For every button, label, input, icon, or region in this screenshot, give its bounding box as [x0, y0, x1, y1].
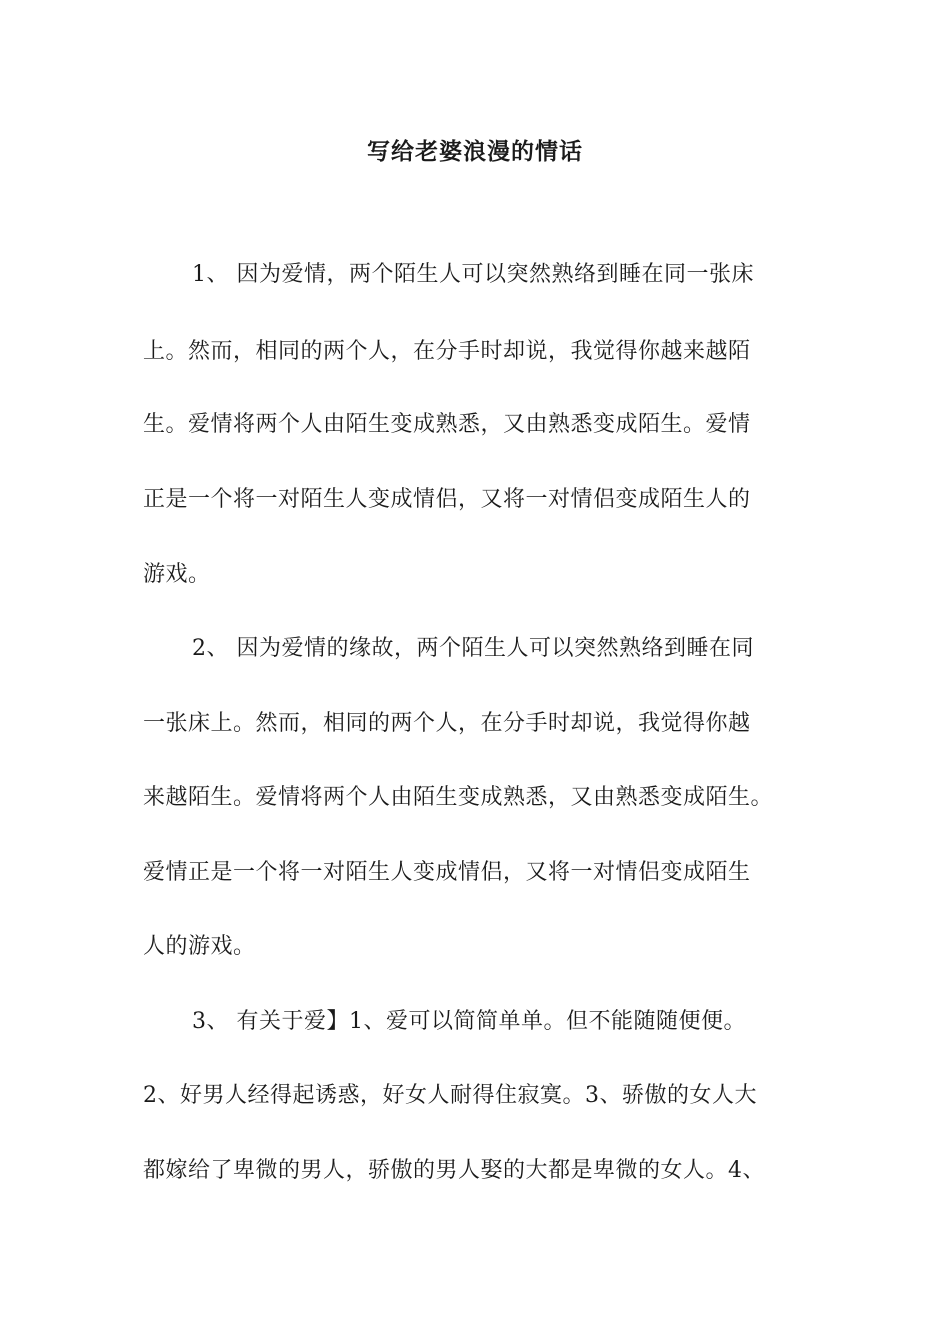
paragraph-2-line-3: 来越陌生。爱情将两个人由陌生变成熟悉，又由熟悉变成陌生。 — [143, 785, 774, 810]
paragraph-3-line-1: 3、 有关于爱】1、爱可以简简单单。但不能随随便便。 — [192, 1009, 746, 1034]
document-title: 写给老婆浪漫的情话 — [367, 139, 583, 165]
paragraph-1-line-3: 生。爱情将两个人由陌生变成熟悉，又由熟悉变成陌生。爱情 — [143, 412, 751, 437]
paragraph-2-line-5: 人的游戏。 — [143, 934, 256, 959]
paragraph-2-line-1: 2、 因为爱情的缘故，两个陌生人可以突然熟络到睡在同 — [192, 636, 754, 661]
paragraph-1-line-2: 上。然而，相同的两个人，在分手时却说，我觉得你越来越陌 — [143, 339, 751, 364]
paragraph-2-line-2: 一张床上。然而，相同的两个人，在分手时却说，我觉得你越 — [143, 711, 751, 736]
paragraph-1-line-4: 正是一个将一对陌生人变成情侣，又将一对情侣变成陌生人的 — [143, 487, 751, 512]
paragraph-2-line-4: 爱情正是一个将一对陌生人变成情侣，又将一对情侣变成陌生 — [143, 860, 751, 885]
paragraph-3-line-3: 都嫁给了卑微的男人，骄傲的男人娶的大都是卑微的女人。4、 — [143, 1158, 765, 1183]
paragraph-1-line-5: 游戏。 — [143, 562, 211, 587]
paragraph-3-line-2: 2、好男人经得起诱惑，好女人耐得住寂寞。3、骄傲的女人大 — [143, 1083, 757, 1108]
paragraph-1-line-1: 1、 因为爱情，两个陌生人可以突然熟络到睡在同一张床 — [192, 262, 754, 287]
